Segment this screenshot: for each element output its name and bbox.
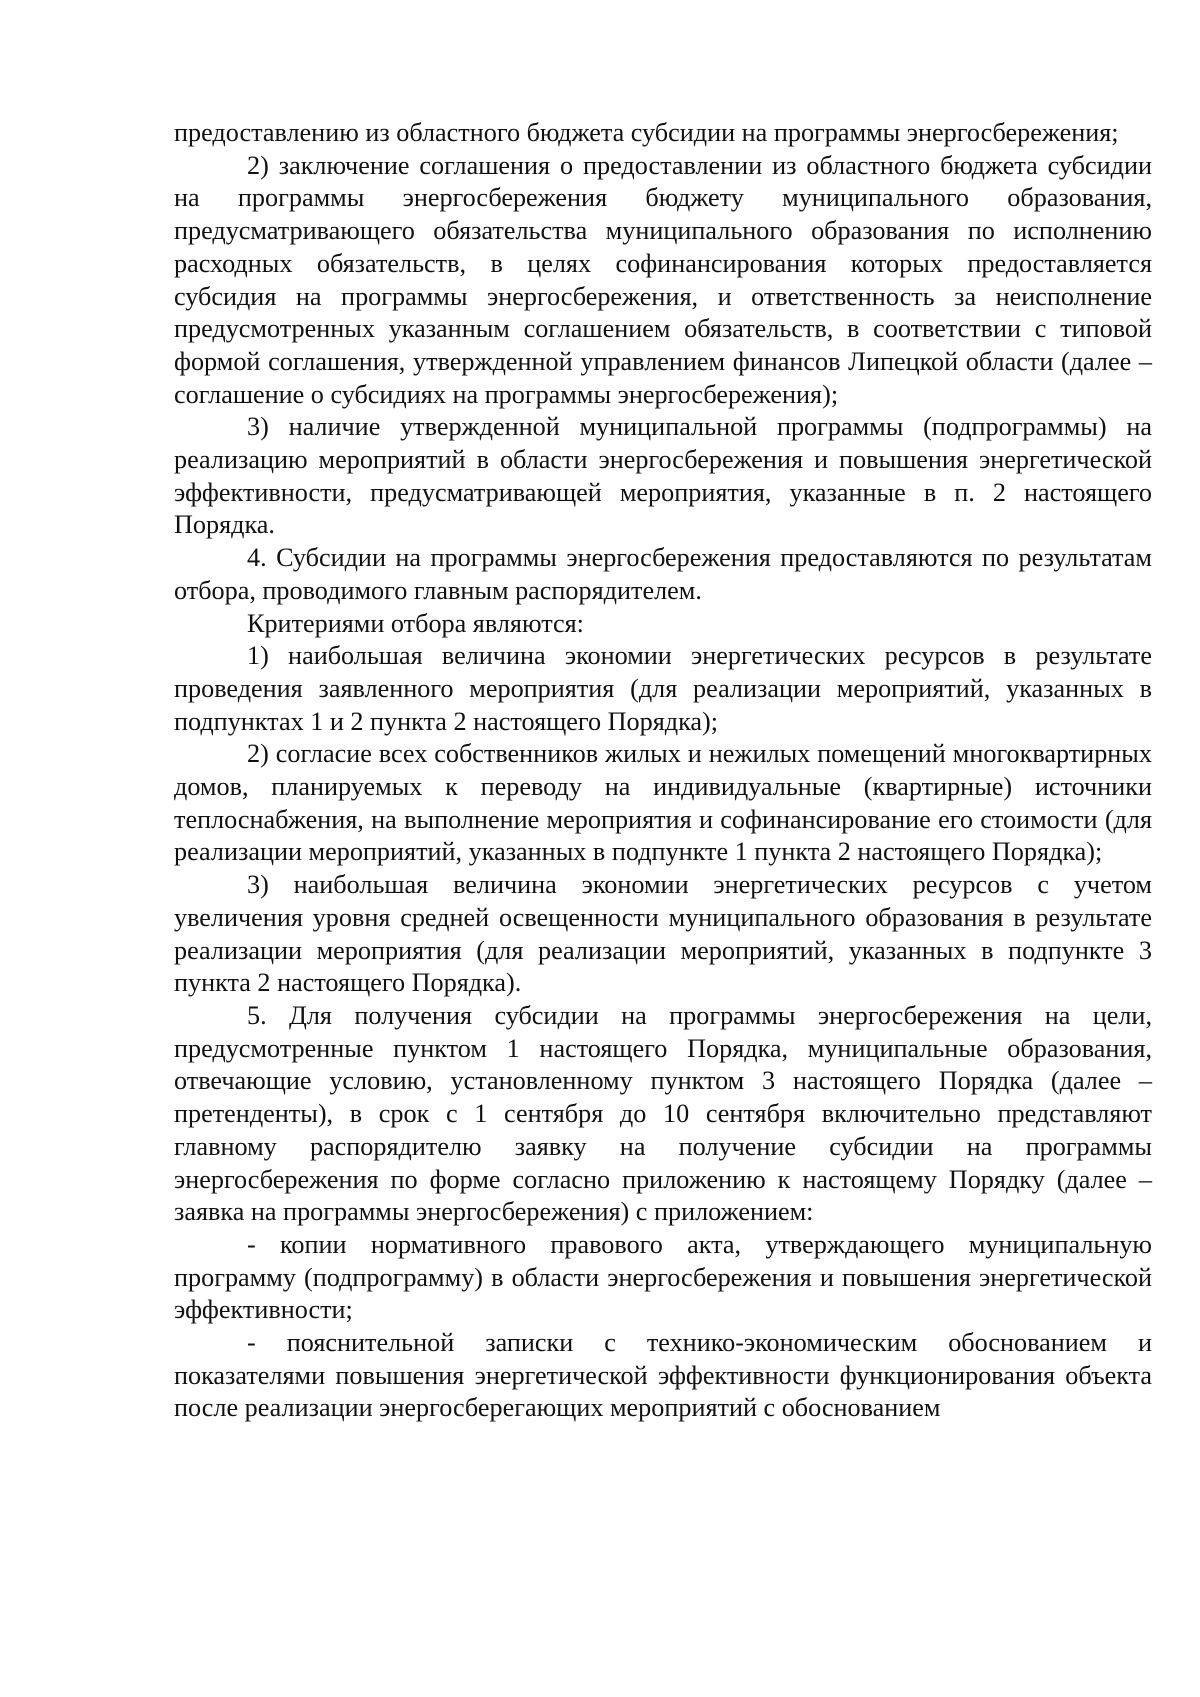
paragraph-continuation: предоставлению из областного бюджета субсидии на программы энергосбережения; bbox=[174, 118, 1119, 147]
paragraph-item-3: 3) наличие утвержденной муниципальной программы (подпрограммы) на реализацию мероприятий в области энергосбережения и повышения энергетической эффективности, предусматривающей мероприятия, указанные в п. 2 настоящего Порядка. bbox=[174, 412, 1152, 540]
paragraph-section-4: 4. Субсидии на программы энергосбережения предоставляются по результатам отбора, проводимого главным распорядителем. bbox=[174, 543, 1152, 605]
paragraph-criterion-1: 1) наибольшая величина экономии энергетических ресурсов в результате проведения заявленного мероприятия (для реализации мероприятий, указанных в подпунктах 1 и 2 пункта 2 настоящего Порядка); bbox=[174, 641, 1152, 736]
paragraph-attachment-1: - копии нормативного правового акта, утверждающего муниципальную программу (подпрограмму) в области энергосбережения и повышения энергетической эффективности; bbox=[174, 1229, 1152, 1325]
paragraph-section-5: 5. Для получения субсидии на программы энергосбережения на цели, предусмотренные пунктом 1 настоящего Порядка, муниципальные образования, отвечающие условию, установленному пунктом 3 настоящего Порядка (далее – претенденты), в срок с 1 сентября до 10 сентября включительно представляют главному распорядителю заявку на получение субсидии на программы энергосбережения по форме согласно приложению к настоящему Порядку (далее – заявка на программы энергосбережения) с приложением: bbox=[174, 1000, 1152, 1227]
document-page bbox=[174, 117, 1152, 1425]
paragraph-attachment-2: - пояснительной записки с технико-экономическим обоснованием и показателями повышения энергетической эффективности функционирования объекта после реализации энергосберегающих мероприятий с обоснованием bbox=[174, 1328, 1152, 1423]
paragraph-criteria-heading: Критериями отбора являются: bbox=[247, 608, 584, 638]
paragraph-item-2: 2) заключение соглашения о предоставлении из областного бюджета субсидии на программы энергосбережения бюджету муниципального образования, предусматривающего обязательства муниципального образования по исполнению расходных обязательств, в целях софинансирования которых предоставляется субсидия на программы энергосбережения, и ответственность за неисполнение предусмотренных указанным соглашением обязательств, в соответствии с типовой формой соглашения, утвержденной управлением финансов Липецкой области (далее – соглашение о субсидиях на программы энергосбережения); bbox=[174, 150, 1152, 409]
paragraph-criterion-2: 2) согласие всех собственников жилых и нежилых помещений многоквартирных домов, планируемых к переводу на индивидуальные (квартирные) источники теплоснабжения, на выполнение мероприятия и софинансирование его стоимости (для реализации мероприятий, указанных в подпункте 1 пункта 2 настоящего Порядка); bbox=[174, 739, 1152, 867]
paragraph-criterion-3: 3) наибольшая величина экономии энергетических ресурсов с учетом увеличения уровня средней освещенности муниципального образования в результате реализации мероприятия (для реализации мероприятий, указанных в подпункте 3 пункта 2 настоящего Порядка). bbox=[174, 870, 1152, 998]
